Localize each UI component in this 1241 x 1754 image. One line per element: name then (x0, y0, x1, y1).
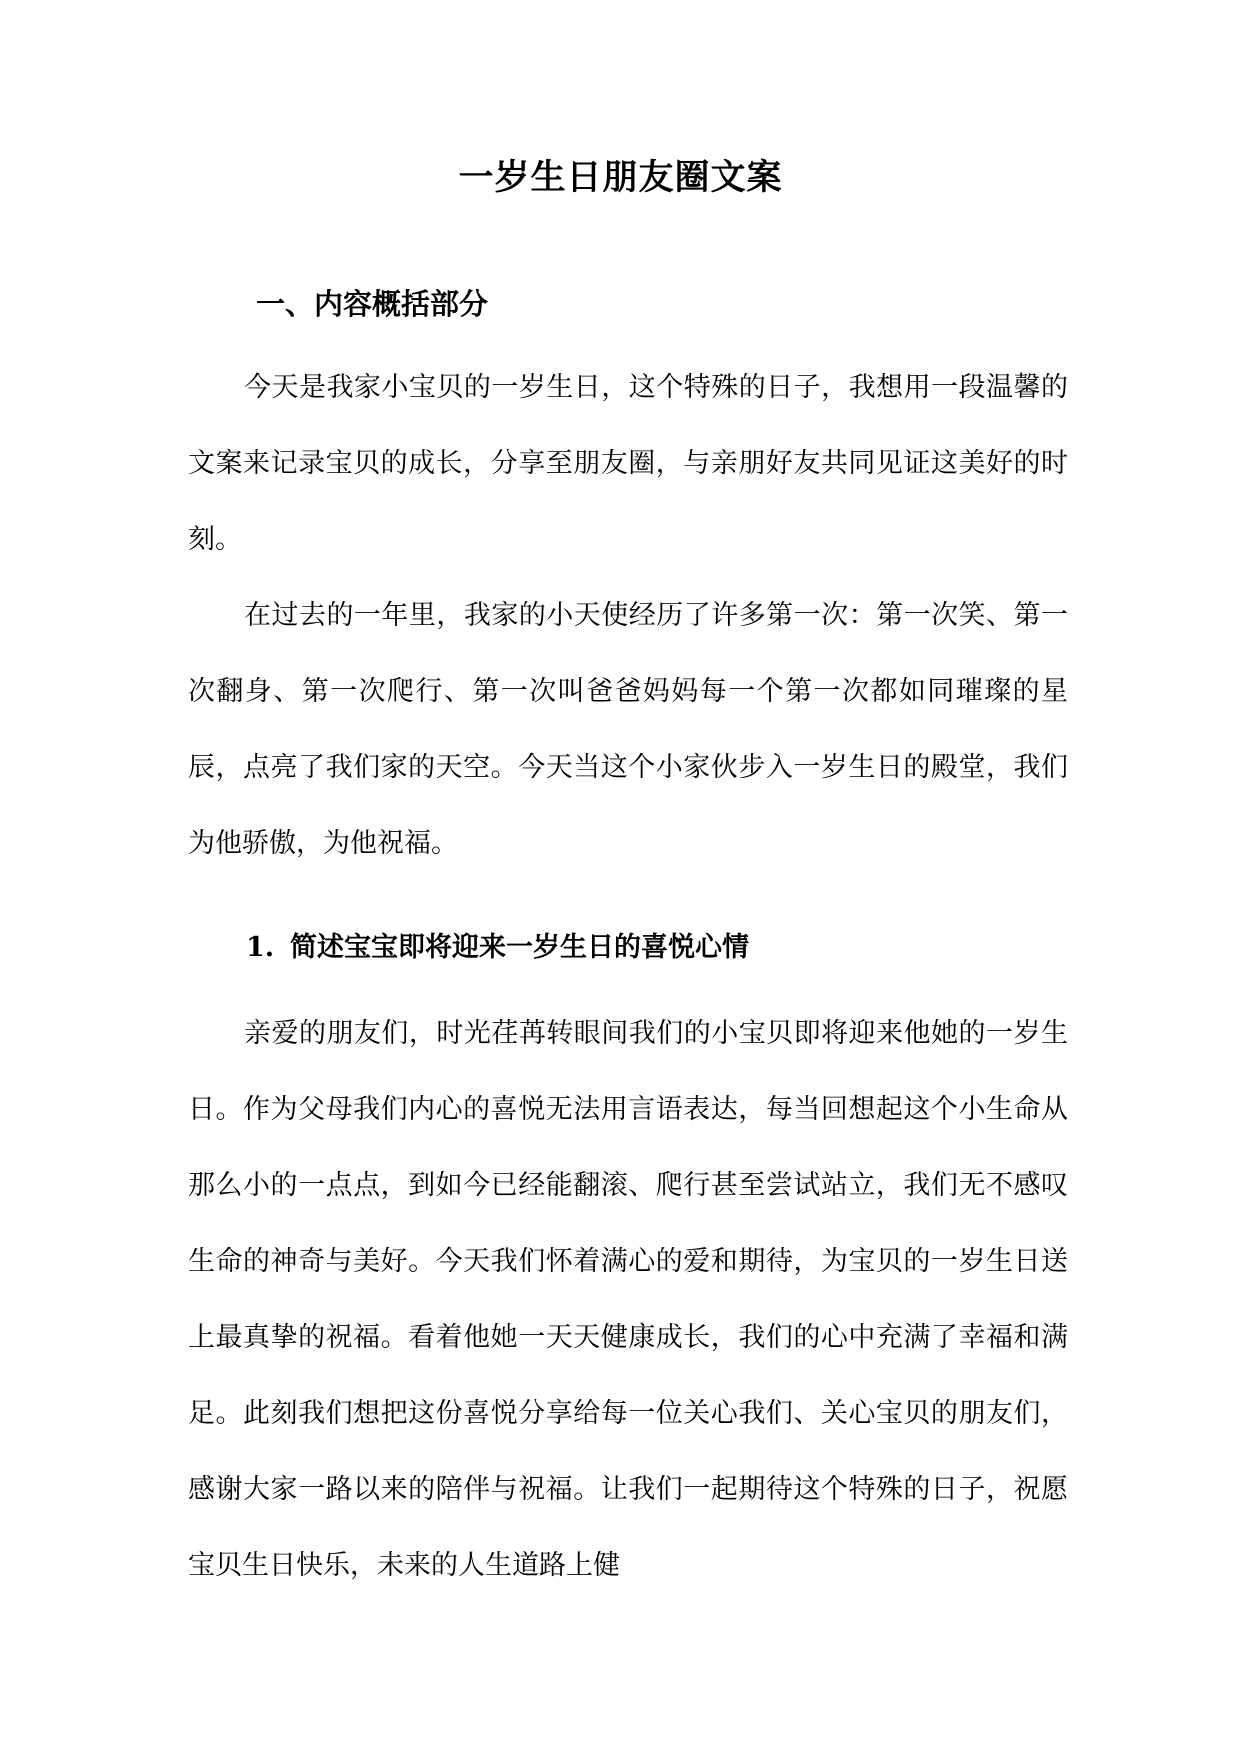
subsection-heading-text: 简述宝宝即将迎来一岁生日的喜悦心情 (290, 932, 749, 963)
section-heading: 一、内容概括部分 (256, 287, 489, 321)
paragraph-firsts: 在过去的一年里，我家的小天使经历了许多第一次：第一次笑、第一次翻身、第一次爬行、第一次叫爸爸妈妈每一个第一次都如同璀璨的星辰，点亮了我们家的天空。今天当这个小家伙步入一岁生日的殿堂，我们为他骄傲，为他祝福。 (188, 600, 1068, 859)
document-title: 一岁生日朋友圈文案 (458, 157, 783, 198)
paragraph-joy: 亲爱的朋友们，时光荏苒转眼间我们的小宝贝即将迎来他她的一岁生日。作为父母我们内心的喜悦无法用言语表达，每当回想起这个小生命从那么小的一点点，到如今已经能翻滚、爬行甚至尝试站立，我们无不感叹生命的神奇与美好。今天我们怀着满心的爱和期待，为宝贝的一岁生日送上最真挚的祝福。看着他她一天天健康成长，我们的心中充满了幸福和满足。此刻我们想把这份喜悦分享给每一位关心我们、关心宝贝的朋友们，感谢大家一路以来的陪伴与祝福。让我们一起期待这个特殊的日子，祝愿宝贝生日快乐，未来的人生道路上健 (188, 1018, 1068, 1581)
paragraph-intro: 今天是我家小宝贝的一岁生日，这个特殊的日子，我想用一段温馨的文案来记录宝贝的成长，分享至朋友圈，与亲朋好友共同见证这美好的时刻。 (188, 372, 1068, 555)
subsection-number: 1. (246, 932, 275, 963)
subsection-heading (246, 924, 749, 972)
